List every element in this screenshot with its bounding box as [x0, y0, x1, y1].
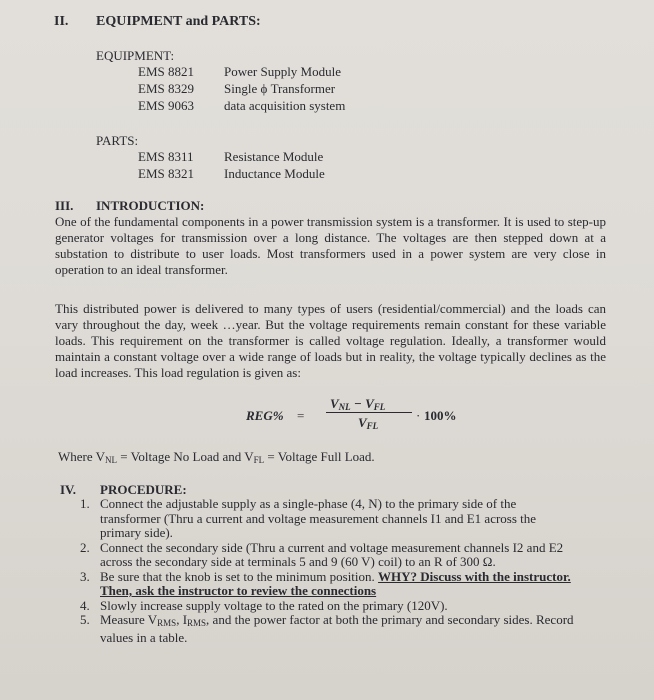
equipment-row [138, 98, 345, 115]
parts-label: PARTS: [96, 133, 139, 148]
section-2-number: II. [54, 14, 69, 29]
equipment-code: EMS 8329 [138, 81, 194, 96]
formula-minus: − [350, 396, 366, 411]
step-number: 1. [80, 496, 90, 511]
where-sub-fl: FL [253, 455, 265, 465]
step-text: Slowly increase supply voltage to the rated on the primary (120V). [100, 597, 448, 613]
where-text-a: Where V [58, 449, 106, 464]
equipment-code: EMS 9063 [138, 98, 194, 113]
formula-numerator-v2: V [365, 396, 374, 411]
procedure-step [80, 496, 580, 541]
step-text-c: , and the power factor at both the primary and secondary sides. Record values in a table. [100, 612, 574, 645]
formula-equals: = [297, 408, 305, 423]
where-sub-nl: NL [105, 455, 118, 465]
equipment-table [138, 64, 345, 115]
fraction-bar [326, 412, 412, 413]
equipment-label: EQUIPMENT: [96, 48, 175, 63]
procedure-step [80, 597, 580, 614]
formula-numerator-sub-nl: NL [338, 402, 351, 412]
step-sub-vrms: RMS [157, 618, 177, 628]
step-sub-irms: RMS [187, 618, 207, 628]
parts-row [138, 149, 325, 166]
step-text-b: , I [176, 612, 188, 627]
procedure-list [80, 496, 580, 645]
where-text-b: = Voltage No Load and V [117, 449, 254, 464]
step-number: 5. [80, 612, 90, 627]
step-number: 2. [80, 539, 90, 555]
equipment-row [138, 81, 345, 98]
part-code: EMS 8321 [138, 166, 194, 181]
step-number: 3. [80, 568, 90, 584]
section-3-title: INTRODUCTION: [96, 198, 205, 213]
section-2-title: EQUIPMENT and PARTS: [96, 14, 261, 29]
procedure-step [80, 612, 580, 645]
step-emphasis: WHY? Discuss with the instructor. Then, ask the instructor to review the connections [100, 568, 571, 598]
procedure-step [80, 539, 580, 570]
equipment-row [138, 64, 345, 81]
section-3-number: III. [55, 198, 74, 213]
formula-denominator-v: V [358, 415, 367, 430]
parts-row [138, 166, 325, 183]
formula-factor: 100% [424, 408, 457, 423]
where-line [58, 449, 375, 468]
part-name: Resistance Module [224, 149, 324, 164]
formula-lhs: REG% [246, 408, 284, 423]
formula-denominator-sub: FL [366, 421, 379, 431]
step-text: Connect the secondary side (Thru a current and voltage measurement channels I2 and E2 across the secondary side at terminals 5 and 9 (60 V) coil) to an R of 300 Ω. [100, 539, 564, 569]
step-text: Connect the adjustable supply as a single-phase (4, N) to the primary side of the transformer (Thru a current and voltage measurement channels I1 and E1 across the primary side). [100, 496, 537, 540]
part-code: EMS 8311 [138, 149, 194, 164]
formula-numerator-sub-fl: FL [373, 402, 386, 412]
equipment-name: Single ϕ Transformer [224, 81, 336, 96]
procedure-step [80, 568, 580, 599]
formula-numerator-v: V [330, 396, 339, 411]
step-text: Be sure that the knob is set to the minimum position. [100, 568, 379, 584]
section-4-number: IV. [60, 482, 77, 497]
equipment-code: EMS 8821 [138, 64, 194, 79]
equipment-name: Power Supply Module [224, 64, 341, 79]
step-number: 4. [80, 597, 90, 613]
formula-times: · [416, 408, 421, 423]
formula-denominator [358, 415, 378, 434]
equipment-name: data acquisition system [224, 98, 346, 113]
parts-table [138, 149, 325, 183]
where-text-c: = Voltage Full Load. [264, 449, 375, 464]
step-text-a: Measure V [100, 612, 158, 627]
intro-paragraph-2: This distributed power is delivered to many types of users (residential/commercial) and the loads can vary throughout the day, week …year. But the voltage requirements remain constant for these variable loads. This requirement on the transformer is called voltage regulation. Ideally, a transformer would maintain a constant voltage over a wide range of loads but in reality, the voltage typically declines as the load increases. This load regulation is given as: [55, 301, 606, 380]
part-name: Inductance Module [224, 166, 325, 181]
section-4-title: PROCEDURE: [100, 482, 187, 497]
intro-paragraph-1: One of the fundamental components in a power transmission system is a transformer. It is used to step-up generator voltages for transmission over a long distance. The voltages are then stepped down at a substation to distribute to user loads. Most transformers used in a power system are very close in operation to an ideal transformer. [55, 214, 606, 277]
